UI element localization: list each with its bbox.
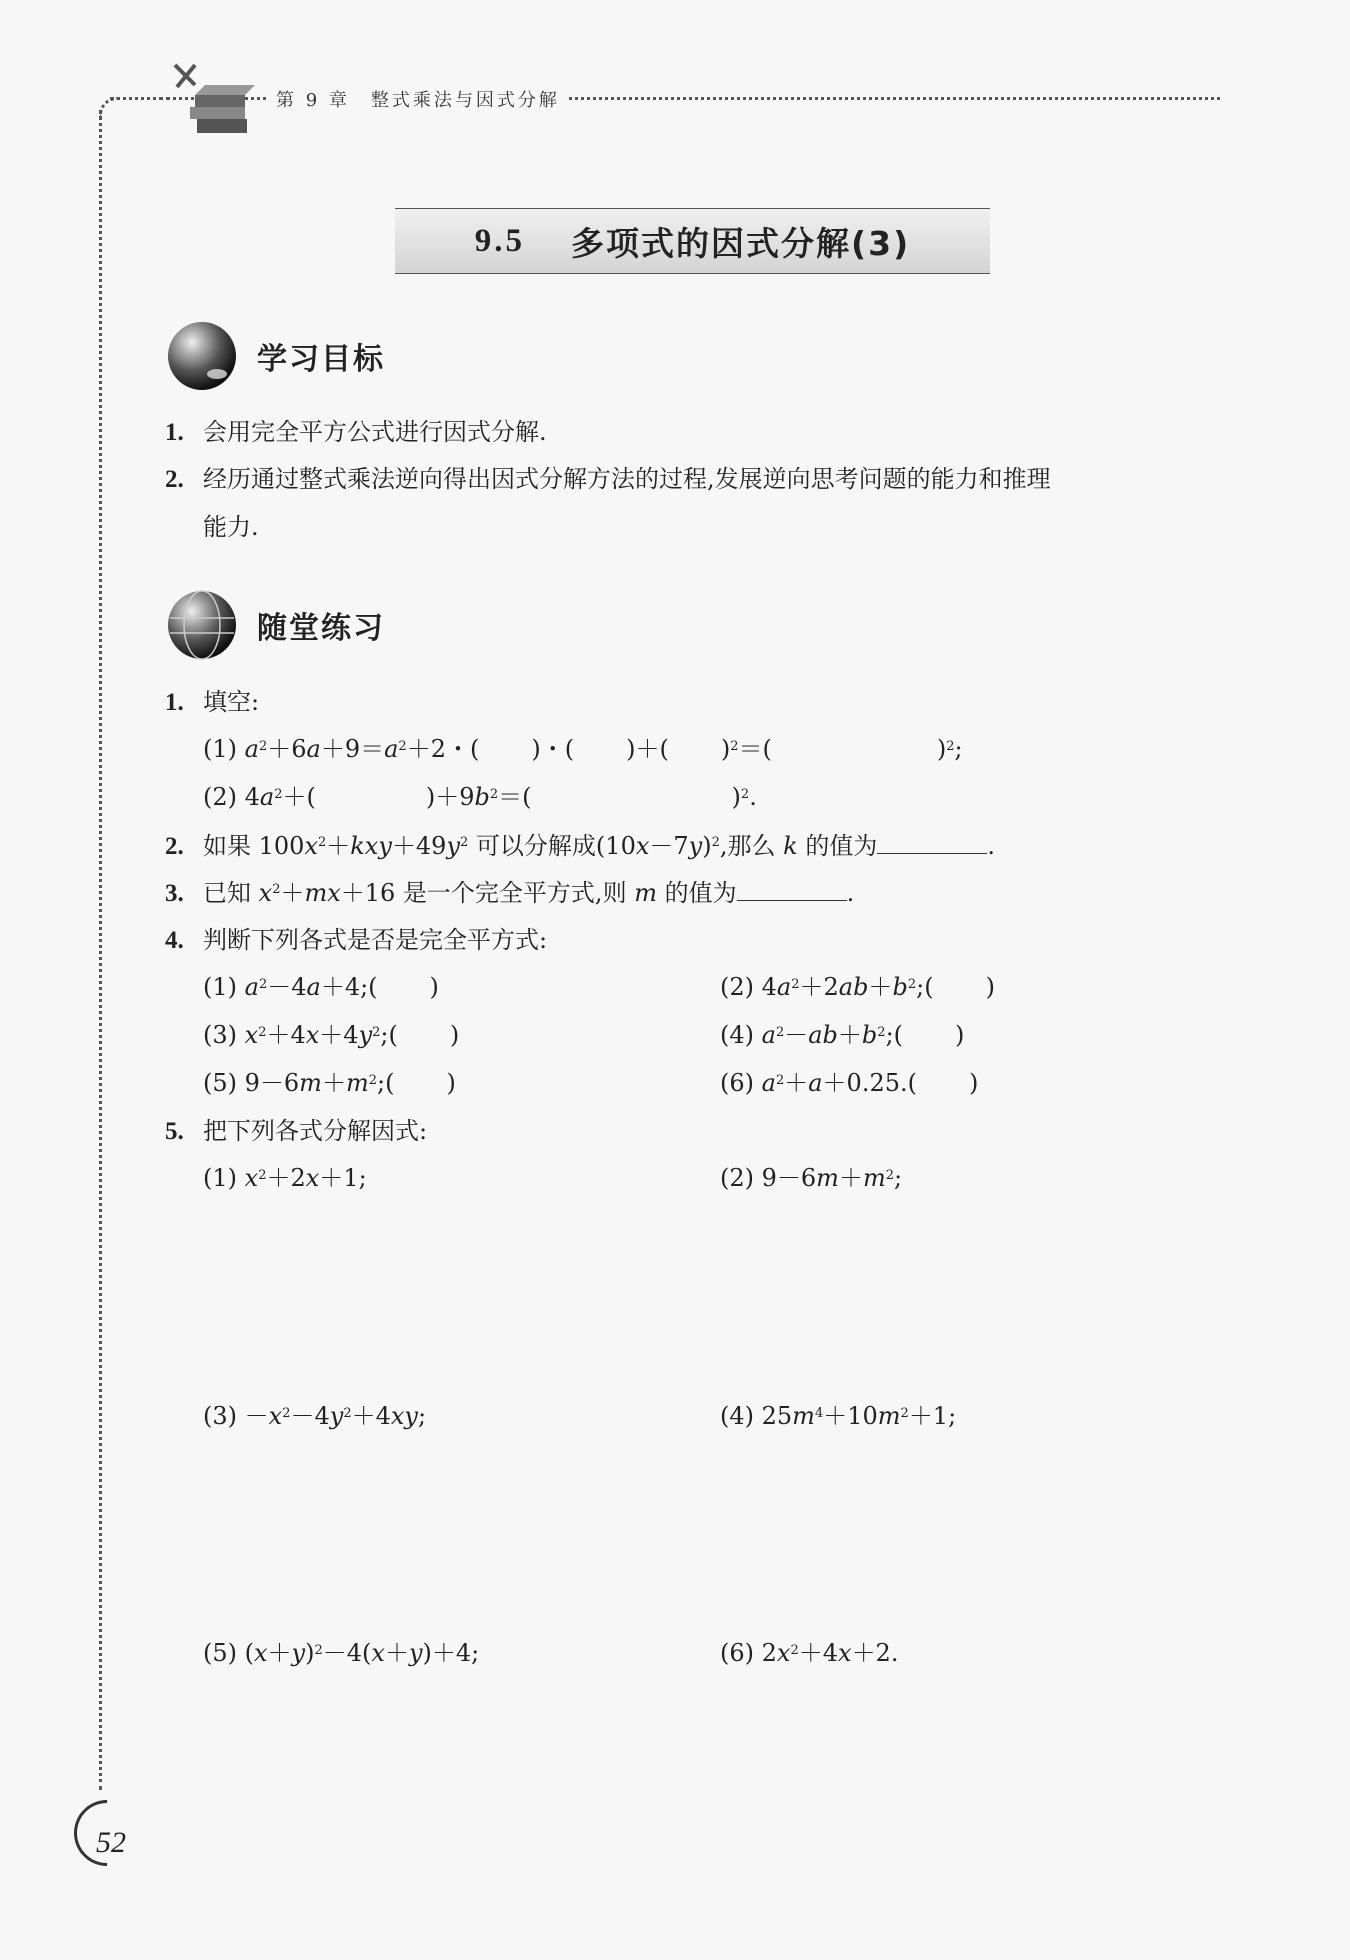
question-1-part-2: (2) $4a^2+$( )$+9b^2=$( )$^2$. [203, 783, 757, 811]
question-number: 4. [165, 927, 184, 954]
question-text: 是一个完全平方式,则 [402, 879, 627, 907]
question-number: 3. [165, 880, 184, 907]
question-1 [165, 686, 259, 719]
question-text: 的值为 [664, 879, 737, 907]
part-label: (2) [203, 783, 237, 811]
part-label: (1) [203, 1164, 237, 1192]
answer-blank[interactable] [737, 876, 847, 901]
question-5 [165, 1115, 427, 1148]
section-title [395, 208, 990, 274]
part-label: (3) [203, 1021, 237, 1049]
books-logo-icon [165, 55, 260, 145]
practice-heading [165, 585, 385, 665]
answer-blank[interactable] [877, 829, 987, 854]
question-number: 2. [165, 833, 184, 860]
question-4 [165, 924, 547, 957]
question-stem: 把下列各式分解因式: [203, 1117, 428, 1145]
part-label: (4) [720, 1402, 754, 1430]
question-4-part: (5) $9-6m+m^2$;( ) [203, 1069, 456, 1097]
goal-number: 1. [165, 419, 184, 446]
question-5-part: (1) $x^2+2x+1$; [203, 1164, 367, 1192]
part-label: (6) [720, 1639, 754, 1667]
question-text: 可以分解成(10 [475, 832, 636, 860]
goals-heading [165, 316, 385, 396]
question-4-part: (2) $4a^2+2ab+b^2$;( ) [720, 973, 995, 1001]
goals-title: 学习目标 [257, 342, 385, 377]
question-5-part: (4) $25m^4+10m^2+1$; [720, 1402, 957, 1430]
question-4-part: (6) $a^2+a+0.25$.( ) [720, 1069, 979, 1097]
question-4-part: (3) $x^2+4x+4y^2$;( ) [203, 1021, 460, 1049]
page-border-corner [99, 97, 120, 118]
page-number: 52 [96, 1826, 126, 1859]
question-text: 如果 100 [203, 832, 305, 860]
part-label: (4) [720, 1021, 754, 1049]
question-5-part: $(3) -x^2-4y^2+4xy$; [203, 1402, 427, 1430]
part-label: (1) [203, 973, 237, 1001]
question-text: 的值为 [805, 832, 878, 860]
goal-text: 经历通过整式乘法逆向得出因式分解方法的过程,发展逆向思考问题的能力和推理 [203, 465, 1051, 493]
part-label: (2) [720, 1164, 754, 1192]
question-stem: 判断下列各式是否是完全平方式: [203, 926, 548, 954]
part-label: (5) [203, 1069, 237, 1097]
goal-number: 2. [165, 466, 184, 493]
part-label: (2) [720, 973, 754, 1001]
part-label: (5) [203, 1639, 237, 1667]
part-label: (3) [203, 1402, 237, 1430]
question-text: ,那么 [719, 832, 776, 860]
question-number: 5. [165, 1118, 184, 1145]
question-4-part: (4) $a^2-ab+b^2$;( ) [720, 1021, 965, 1049]
question-1-part-1: (1) $a^2+6a+9=a^2+2$・( )・( )＋( )$^2$＝( )$^2$; [203, 735, 963, 763]
question-text: 已知 [203, 879, 251, 907]
question-5-part: (6) $2x^2+4x+2$. [720, 1639, 899, 1667]
question-stem: 填空: [203, 688, 260, 716]
question-5-part: (2) $9-6m+m^2$; [720, 1164, 903, 1192]
chapter-header: 第 9 章 整式乘法与因式分解 [268, 86, 568, 112]
question-3: 3. 已知 $x^2+mx+16$ 是一个完全平方式,则 m 的值为 . [165, 876, 854, 910]
part-label: (1) [203, 735, 237, 763]
question-5-part: (5) $(x+y)^2-4(x+y)+4$; [203, 1639, 480, 1667]
goal-item [165, 463, 1051, 496]
question-number: 1. [165, 689, 184, 716]
left-dotted-margin [99, 110, 102, 1790]
question-4-part: (1) $a^2-4a+4$;( ) [203, 973, 439, 1001]
section-title-text: 多项式的因式分解(3) [571, 223, 911, 263]
sphere-icon [165, 319, 239, 393]
practice-title: 随堂练习 [257, 611, 385, 646]
goal-text: 会用完全平方公式进行因式分解. [203, 418, 547, 446]
globe-icon [165, 588, 239, 662]
goal-text-continued: 能力. [203, 513, 259, 541]
question-2: 2. 如果 $100x^2+kxy+49y^2$ 可以分解成$(10x-7y)^2$,那么 k 的值为 . [165, 829, 995, 863]
goal-item [165, 416, 547, 449]
part-label: (6) [720, 1069, 754, 1097]
section-number: 9.5 [474, 222, 526, 259]
